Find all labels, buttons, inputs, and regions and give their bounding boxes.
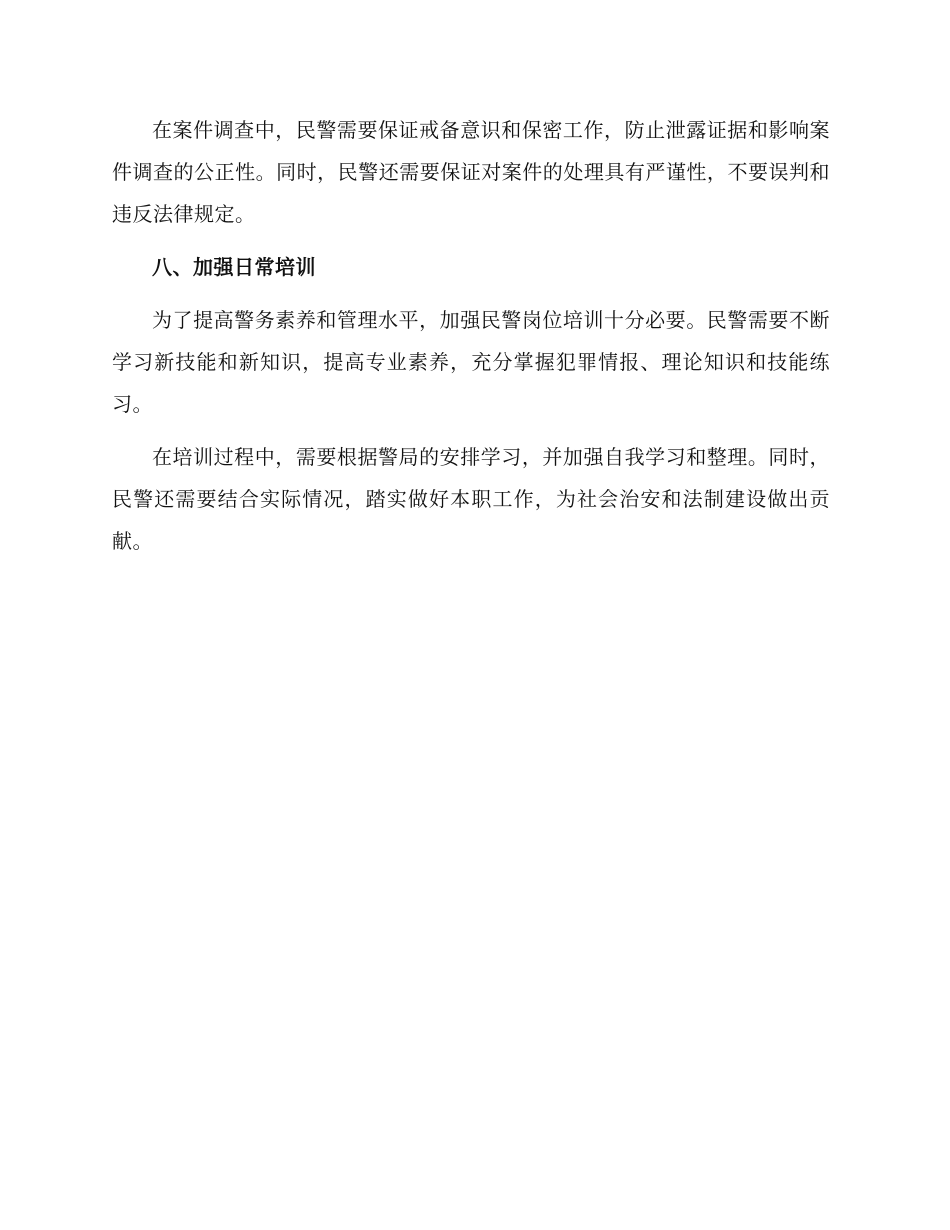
section-heading: 八、加强日常培训 xyxy=(152,255,316,279)
paragraph-training-process: 在培训过程中，需要根据警局的安排学习，并加强自我学习和整理。同时，民警还需要结合实际情况，踏实做好本职工作，为社会治安和法制建设做出贡献。 xyxy=(112,445,830,553)
paragraph-case-investigation: 在案件调查中，民警需要保证戒备意识和保密工作，防止泄露证据和影响案件调查的公正性。同时，民警还需要保证对案件的处理具有严谨性，不要误判和违反法律规定。 xyxy=(112,118,830,226)
paragraph-training-necessity: 为了提高警务素养和管理水平，加强民警岗位培训十分必要。民警需要不断学习新技能和新知识，提高专业素养，充分掌握犯罪情报、理论知识和技能练习。 xyxy=(112,308,830,416)
document-body xyxy=(112,109,830,573)
